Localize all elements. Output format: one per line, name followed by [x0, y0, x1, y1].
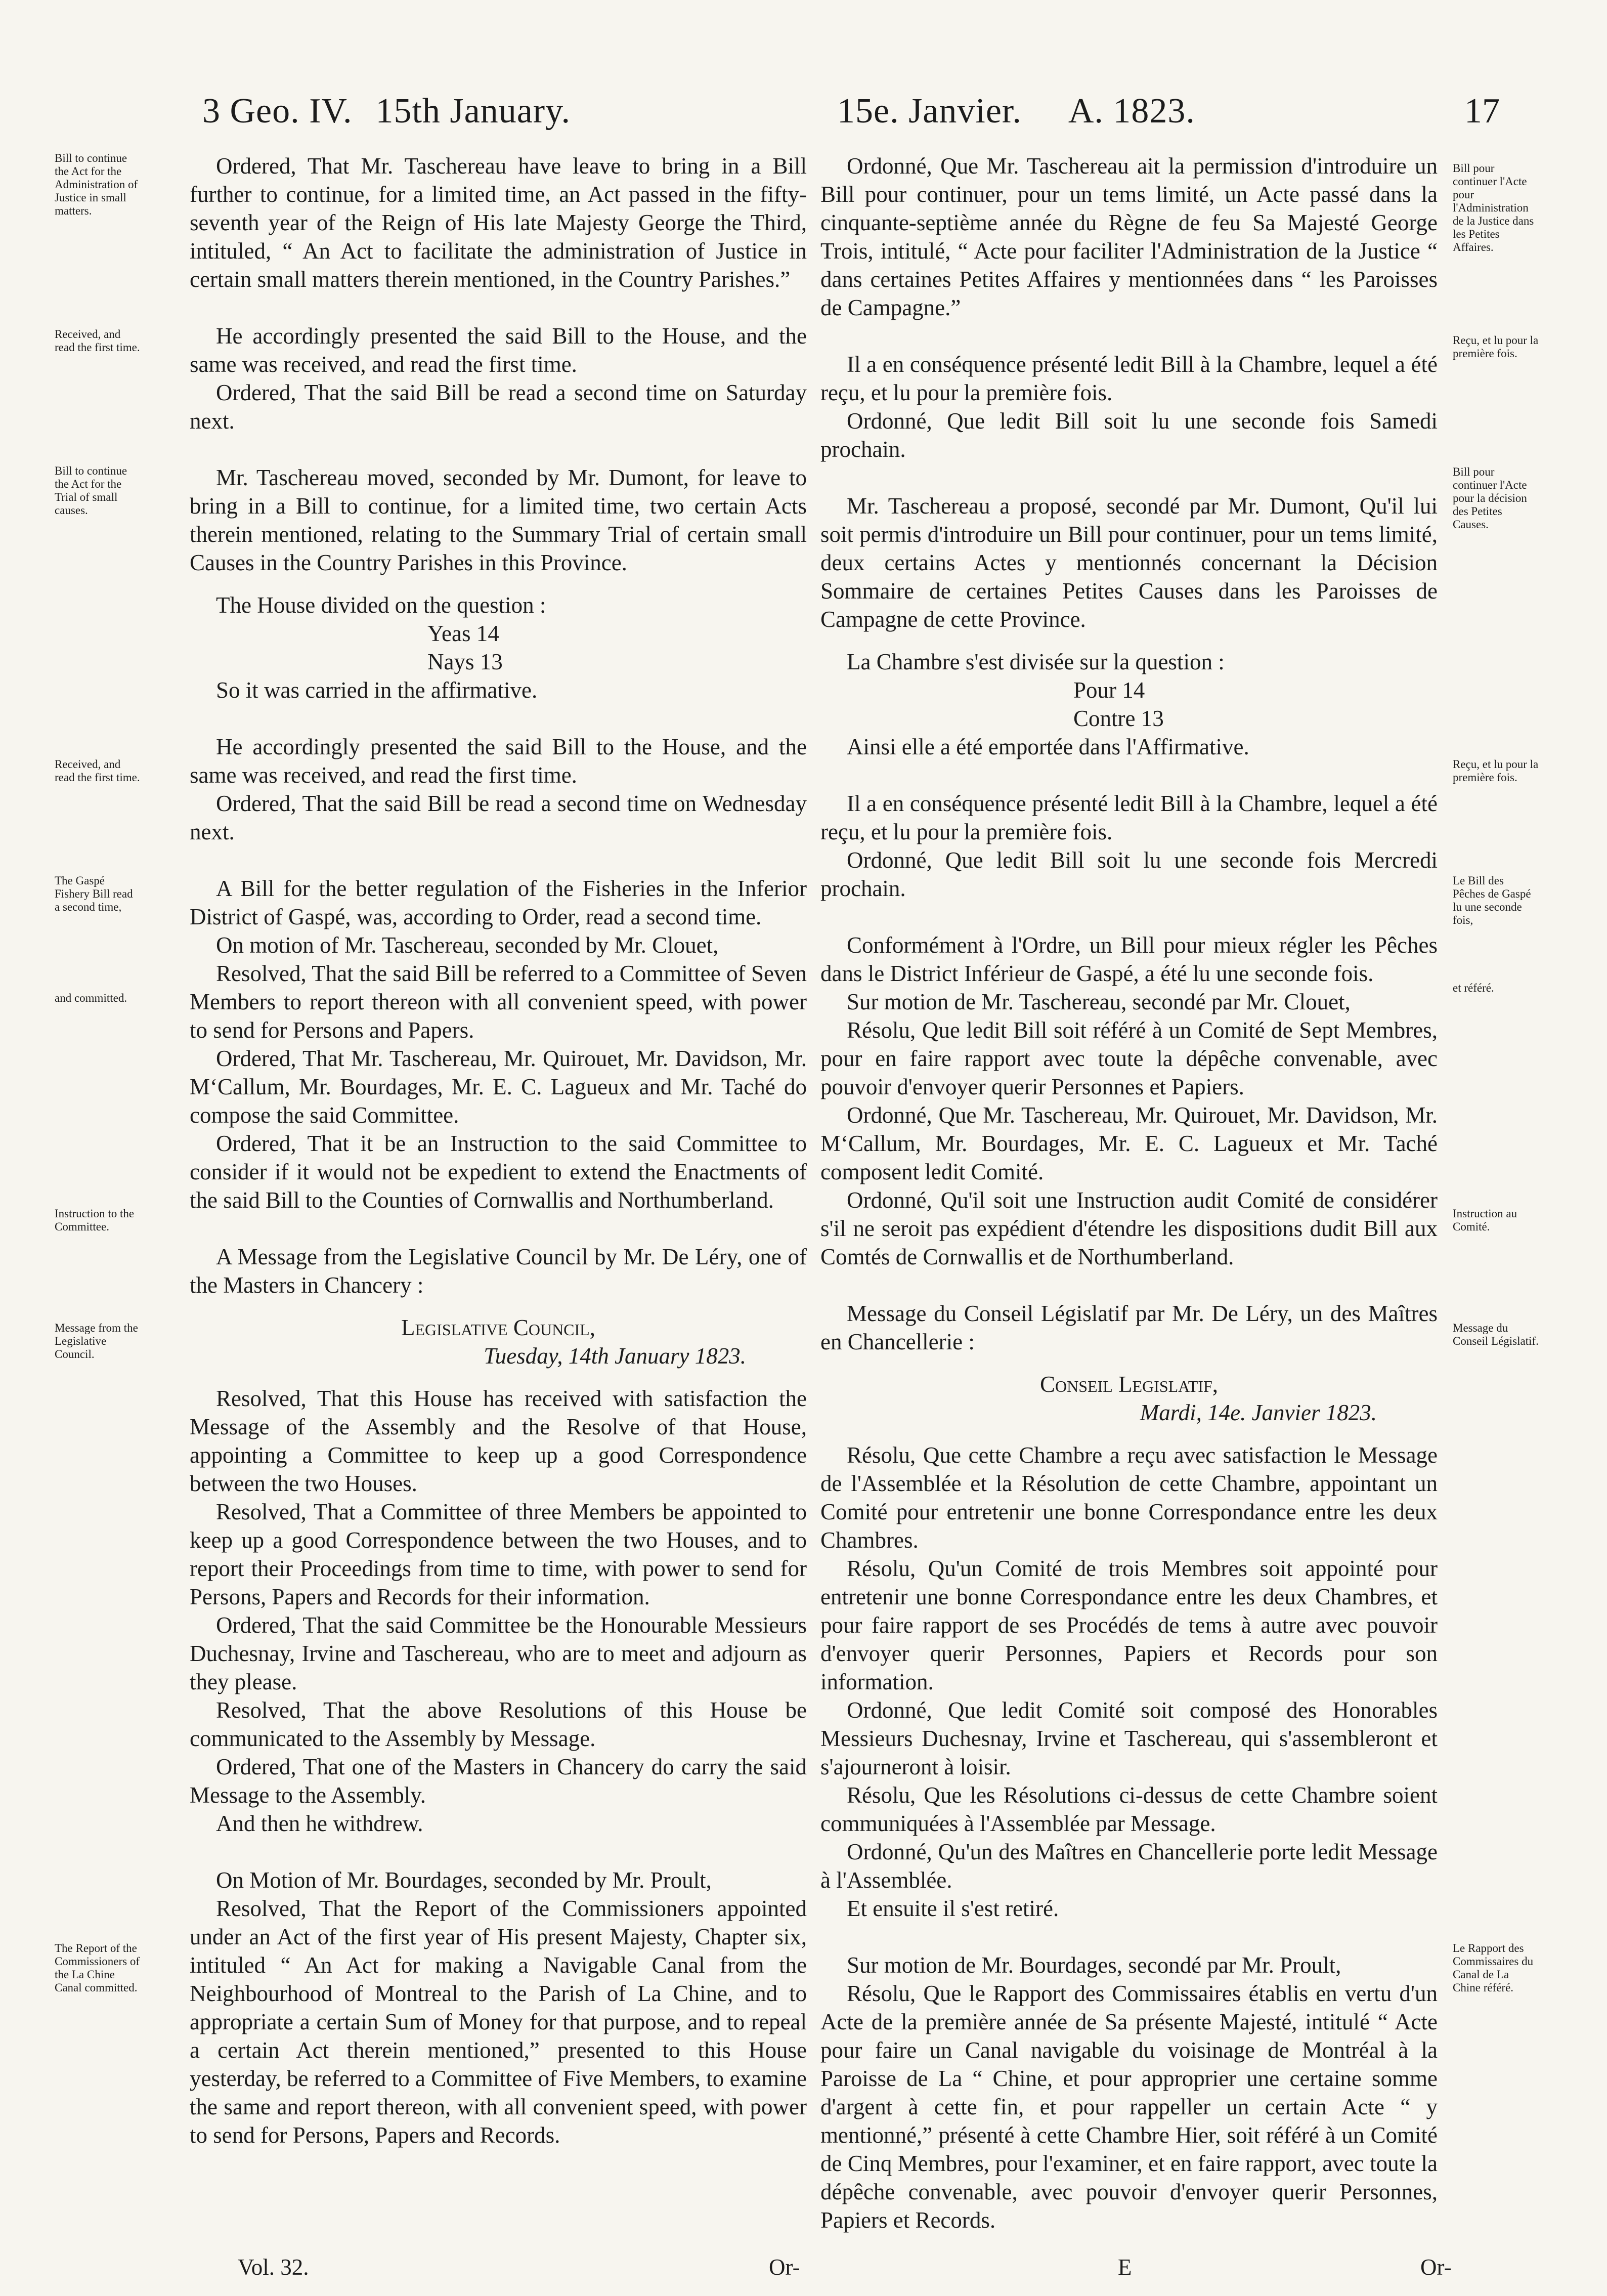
paragraph: Message du Conseil Législatif par Mr. De Léry, un des Maîtres en Chancellerie :: [820, 1301, 1438, 1354]
paragraph: Et ensuite il s'est retiré.: [847, 1896, 1059, 1921]
signature-mark: E: [1118, 2255, 1132, 2280]
margin-note-left: Received, and read the first time.: [55, 328, 140, 354]
paragraph: Ordonné, Que ledit Comité soit composé des Honorables Messieurs Duchesnay, Irvine et Taschereau, qui s'assembleront et s'ajourneront à loisir.: [820, 1697, 1438, 1779]
margin-note-right: Reçu, et lu pour la première fois.: [1453, 334, 1539, 360]
paragraph: Resolved, That the Report of the Commissioners appointed under an Act of the first year of His present Majesty, Chapter six, intituled “ An Act for making a Navigable Canal from the Neighbourhood of Montreal to the Parish of La Chine, and to appropriate a certain Sum of Money for that purpose, and to repeal a certain Act therein mentioned,” presented to this House yesterday, be referred to a Committee of Five Members, to examine the same and report thereon, with all convenient speed, with power to send for Persons, Papers and Records.: [190, 1896, 807, 2148]
year: A. 1823.: [1068, 92, 1195, 131]
margin-note-right: Le Bill des Pêches de Gaspé lu une seconde fois,: [1453, 874, 1531, 926]
french-column: [820, 152, 1438, 2234]
margin-note-right: Instruction au Comité.: [1453, 1207, 1517, 1233]
council-title: Conseil Legislatif,: [1040, 1372, 1218, 1397]
paragraph: A Bill for the better regulation of the Fisheries in the Inferior District of Gaspé, was, according to Order, read a second time.: [190, 876, 807, 929]
paragraph: Ordered, That it be an Instruction to the said Committee to consider if it would not be expedient to extend the Enactments of the said Bill to the Counties of Cornwallis and Northumberland.: [190, 1131, 807, 1213]
paragraph: Résolu, Que ledit Bill soit référé à un Comité de Sept Membres, pour en faire rapport avec toute la dépêche convenable, avec pouvoir d'envoyer querir Personnes et Papiers.: [820, 1017, 1438, 1099]
margin-note-left: and committed.: [55, 992, 127, 1004]
paragraph: Ordonné, Que ledit Bill soit lu une seconde fois Samedi prochain.: [820, 408, 1438, 462]
catchword-right: Or-: [1420, 2255, 1452, 2280]
paragraph: Resolved, That a Committee of three Members be appointed to keep up a good Correspondence between the two Houses, and to report their Proceedings from time to time, with power to send for Persons, Papers and Records for their information.: [190, 1499, 807, 1609]
margin-note-left: The Report of the Commissioners of the La Chine Canal committed.: [55, 1942, 140, 1994]
regnal-year: 3 Geo. IV.: [202, 92, 353, 131]
paragraph: And then he withdrew.: [216, 1811, 423, 1836]
council-title: Legislative Council,: [401, 1315, 595, 1340]
paragraph: Il a en conséquence présenté ledit Bill à la Chambre, lequel a été reçu, et lu pour la première fois.: [820, 352, 1438, 405]
margin-note-right: Bill pour continuer l'Acte pour la décision des Petites Causes.: [1453, 465, 1527, 531]
paragraph: On motion of Mr. Taschereau, seconded by Mr. Clouet,: [216, 932, 719, 958]
paragraph: Ordered, That the said Committee be the Honourable Messieurs Duchesnay, Irvine and Taschereau, who are to meet and adjourn as they please.: [190, 1612, 807, 1694]
paragraph: Résolu, Que le Rapport des Commissaires établis en vertu d'un Acte de la première année de Sa présente Majesté, intitulé “ Acte pour faire un Canal navigable du voisinage de Montréal à la Paroisse de La “ Chine, et pour approprier une certaine somme d'argent à cette fin, et pour rappeller un certain Acte “ y mentionné,” présenté à cette Chambre Hier, soit référé à un Comité de Cinq Membres, pour l'examiner, et en faire rapport, avec toute la dépêche convenable, avec pouvoir d'envoyer querir Personnes, Papiers et Records.: [820, 1981, 1438, 2233]
paragraph: Conformément à l'Ordre, un Bill pour mieux régler les Pêches dans le District Inférieur de Gaspé, a été lu une seconde fois.: [820, 932, 1438, 986]
vote-pour: Pour 14: [1073, 677, 1145, 703]
paragraph: Mr. Taschereau a proposé, secondé par Mr. Dumont, Qu'il lui soit permis d'introduire un Bill pour continuer, pour un tems limité, deux certains Actes y mentionnés concernant la Décision Sommaire de certaines Petites Causes dans les Paroisses de Campagne de cette Province.: [820, 493, 1438, 632]
english-date: 15th January.: [375, 92, 571, 131]
margin-note-left: Bill to continue the Act for the Trial of small causes.: [55, 464, 127, 517]
paragraph: Il a en conséquence présenté ledit Bill à la Chambre, lequel a été reçu, et lu pour la première fois.: [820, 791, 1438, 844]
paragraph: Mr. Taschereau moved, seconded by Mr. Dumont, for leave to bring in a Bill to continue, for a limited time, two certain Acts therein mentioned, relating to the Summary Trial of certain small Causes in the Country Parishes in this Province.: [190, 465, 807, 575]
vote-result: So it was carried in the affirmative.: [216, 677, 538, 703]
french-date: 15e. Janvier.: [837, 92, 1022, 131]
vote-contre: Contre 13: [1073, 706, 1164, 731]
header-right: [837, 91, 1195, 132]
paragraph: Résolu, Qu'un Comité de trois Membres soit appointé pour entretenir une bonne Correspondance entre les deux Chambres, et pour faire rapport de ses Procédés de tems à autre avec pouvoir d'envoyer querir Personnes, Papiers et Records pour son information.: [820, 1556, 1438, 1694]
division-statement: The House divided on the question :: [216, 592, 546, 618]
division-statement: La Chambre s'est divisée sur la question :: [847, 649, 1225, 674]
margin-note-right: Bill pour continuer l'Acte pour l'Administration de la Justice dans les Petites Affaires.: [1453, 162, 1534, 253]
paragraph: Ordonné, Qu'un des Maîtres en Chancellerie porte ledit Message à l'Assemblée.: [820, 1839, 1438, 1893]
paragraph: Ordered, That the said Bill be read a second time on Wednesday next.: [190, 791, 807, 844]
paragraph: He accordingly presented the said Bill to the House, and the same was received, and read the first time.: [190, 323, 807, 377]
margin-note-left: The Gaspé Fishery Bill read a second time,: [55, 874, 133, 913]
paragraph: Resolved, That the said Bill be referred to a Committee of Seven Members to report thereon with all convenient speed, with power to send for Persons and Papers.: [190, 961, 807, 1043]
margin-note-right: Message du Conseil Législatif.: [1453, 1322, 1539, 1347]
paragraph: Ordonné, Que ledit Bill soit lu une seconde fois Mercredi prochain.: [820, 847, 1438, 901]
paragraph: Ordonné, Que Mr. Taschereau ait la permission d'introduire un Bill pour continuer, pour un tems limité, un Acte passé dans la cinquante-septième année du Règne de feu Sa Majesté George Trois, intitulé, “ Acte pour faciliter l'Administration de la Justice “ dans certaines Petites Affaires y mentionnées dans “ les Paroisses de Campagne.”: [820, 153, 1438, 320]
paragraph: Ordered, That Mr. Taschereau, Mr. Quirouet, Mr. Davidson, Mr. M‘Callum, Mr. Bourdages, Mr. E. C. Lagueux and Mr. Taché do compose the said Committee.: [190, 1046, 807, 1128]
paragraph: Ordered, That one of the Masters in Chancery do carry the said Message to the Assembly.: [190, 1754, 807, 1808]
english-column: [190, 152, 807, 2149]
margin-note-left: Received, and read the first time.: [55, 758, 140, 784]
volume-number: Vol. 32.: [238, 2255, 309, 2280]
margin-note-right: et référé.: [1453, 982, 1494, 994]
paragraph: Sur motion de Mr. Taschereau, secondé par Mr. Clouet,: [847, 989, 1351, 1014]
catchword-left: Or-: [769, 2255, 800, 2280]
margin-note-right: Le Rapport des Commissaires du Canal de La Chine référé.: [1453, 1942, 1534, 1994]
paragraph: On Motion of Mr. Bourdages, seconded by Mr. Proult,: [216, 1867, 712, 1893]
paragraph: He accordingly presented the said Bill to the House, and the same was received, and read the first time.: [190, 734, 807, 788]
paragraph: Ordered, That the said Bill be read a second time on Saturday next.: [190, 380, 807, 434]
vote-yeas: Yeas 14: [427, 621, 499, 646]
paragraph: Ordonné, Que Mr. Taschereau, Mr. Quirouet, Mr. Davidson, Mr. M‘Callum, Mr. Bourdages, Mr. E. C. Lagueux et Mr. Taché composent ledit Comité.: [820, 1102, 1438, 1184]
page-number: 17: [1464, 92, 1500, 131]
council-date: Mardi, 14e. Janvier 1823.: [1140, 1400, 1377, 1425]
margin-note-left: Instruction to the Committee.: [55, 1207, 135, 1233]
vote-nays: Nays 13: [427, 649, 503, 674]
paragraph: Ordonné, Qu'il soit une Instruction audit Comité de considérer s'il ne seroit pas expédient d'étendre les dispositions dudit Bill aux Comtés de Cornwallis et de Northumberland.: [820, 1187, 1438, 1269]
paragraph: Sur motion de Mr. Bourdages, secondé par Mr. Proult,: [847, 1952, 1341, 1978]
paragraph: Resolved, That this House has received with satisfaction the Message of the Assembly and the Resolve of that House, appointing a Committee to keep up a good Correspondence between the two Houses.: [190, 1386, 807, 1496]
vote-result: Ainsi elle a été emportée dans l'Affirmative.: [847, 734, 1249, 759]
paragraph: Résolu, Que cette Chambre a reçu avec satisfaction le Message de l'Assemblée et la Résolution de cette Chambre, appointant un Comité pour entretenir une bonne Correspondance entre les deux Chambres.: [820, 1442, 1438, 1553]
paragraph: A Message from the Legislative Council by Mr. De Léry, one of the Masters in Chancery :: [190, 1244, 807, 1298]
council-date: Tuesday, 14th January 1823.: [484, 1343, 746, 1369]
margin-note-left: Message from the Legislative Council.: [55, 1322, 138, 1360]
paragraph: Résolu, Que les Résolutions ci-dessus de cette Chambre soient communiquées à l'Assemblée par Message.: [820, 1782, 1438, 1836]
header-left: [202, 91, 571, 132]
paragraph: Resolved, That the above Resolutions of this House be communicated to the Assembly by Message.: [190, 1697, 807, 1751]
paragraph: Ordered, That Mr. Taschereau have leave to bring in a Bill further to continue, for a limited time, an Act passed in the fifty-seventh year of the Reign of His late Majesty George the Third, intituled, “ An Act to facilitate the administration of Justice in certain small matters therein mentioned, in the Country Parishes.”: [190, 153, 807, 292]
margin-note-left: Bill to continue the Act for the Administration of Justice in small matters.: [55, 152, 138, 217]
margin-note-right: Reçu, et lu pour la première fois.: [1453, 758, 1539, 784]
